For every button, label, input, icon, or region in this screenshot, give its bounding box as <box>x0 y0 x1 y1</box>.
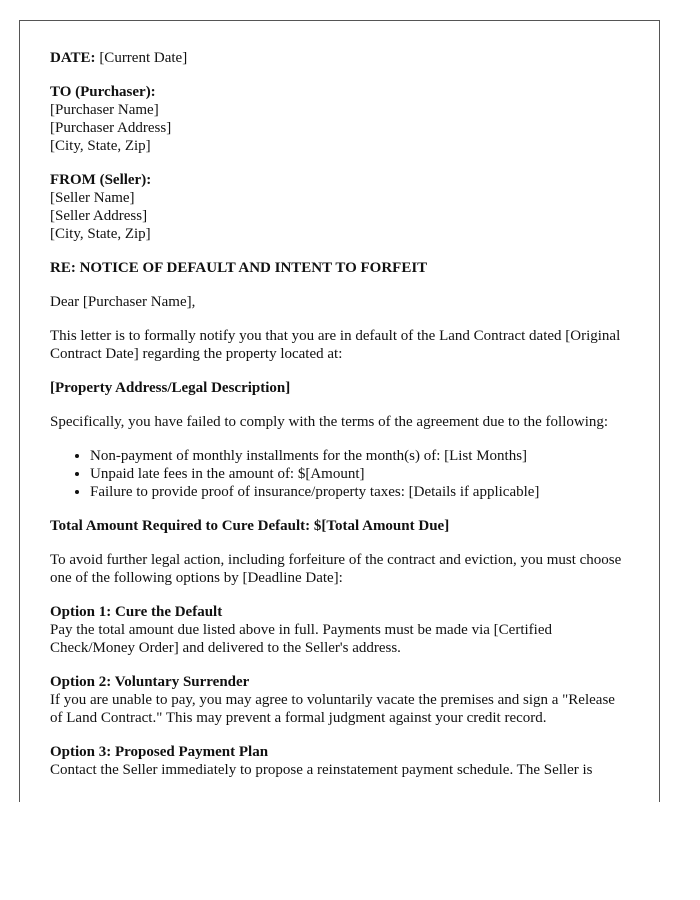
option-3 <box>50 743 630 779</box>
date-label: DATE: <box>50 50 96 66</box>
intro-paragraph: This letter is to formally notify you that you are in default of the Land Contract dated [Original Contract Date] regarding the property located at: <box>50 328 621 362</box>
salutation: Dear [Purchaser Name], <box>50 294 196 310</box>
default-item: • Failure to provide proof of insurance/property taxes: [Details if applicable] <box>90 483 630 501</box>
default-item: • Non-payment of monthly installments for the month(s) of: [List Months] <box>90 447 630 465</box>
seller-city: [City, State, Zip] <box>50 226 151 242</box>
option-1-text: Pay the total amount due listed above in full. Payments must be made via [Certified Check/Money Order] and delivered to the Seller's address. <box>50 622 552 656</box>
property-line <box>50 379 630 397</box>
re-text: RE: NOTICE OF DEFAULT AND INTENT TO FORFEIT <box>50 260 428 276</box>
option-1 <box>50 603 630 657</box>
purchaser-address: [Purchaser Address] <box>50 120 172 136</box>
default-item: • Unpaid late fees in the amount of: $[Amount] <box>90 465 630 483</box>
specifically-paragraph: Specifically, you have failed to comply with the terms of the agreement due to the following: <box>50 414 609 430</box>
seller-name: [Seller Name] <box>50 190 135 206</box>
from-label: FROM (Seller): <box>50 172 152 188</box>
letter-page <box>19 20 660 802</box>
option-3-text: Contact the Seller immediately to propose a reinstatement payment schedule. The Seller is <box>50 762 593 778</box>
from-block <box>50 171 630 243</box>
option-2-title: Option 2: Voluntary Surrender <box>50 674 250 690</box>
option-1-title: Option 1: Cure the Default <box>50 604 223 620</box>
option-3-title: Option 3: Proposed Payment Plan <box>50 744 269 760</box>
seller-address: [Seller Address] <box>50 208 148 224</box>
option-2 <box>50 673 630 727</box>
property-text: [Property Address/Legal Description] <box>50 380 291 396</box>
date-line <box>50 49 630 67</box>
to-block <box>50 83 630 155</box>
default-list <box>50 447 630 501</box>
date-value: [Current Date] <box>99 50 188 66</box>
letter-body <box>50 49 630 795</box>
option-2-text: If you are unable to pay, you may agree to voluntarily vacate the premises and sign a "Release of Land Contract." This may prevent a formal judgment against your credit record. <box>50 692 615 726</box>
total-line <box>50 517 630 535</box>
avoid-paragraph: To avoid further legal action, including forfeiture of the contract and eviction, you must choose one of the following options by [Deadline Date]: <box>50 552 622 586</box>
to-label: TO (Purchaser): <box>50 84 156 100</box>
purchaser-city: [City, State, Zip] <box>50 138 151 154</box>
re-line <box>50 259 630 277</box>
purchaser-name: [Purchaser Name] <box>50 102 159 118</box>
total-text: Total Amount Required to Cure Default: $[Total Amount Due] <box>50 518 450 534</box>
